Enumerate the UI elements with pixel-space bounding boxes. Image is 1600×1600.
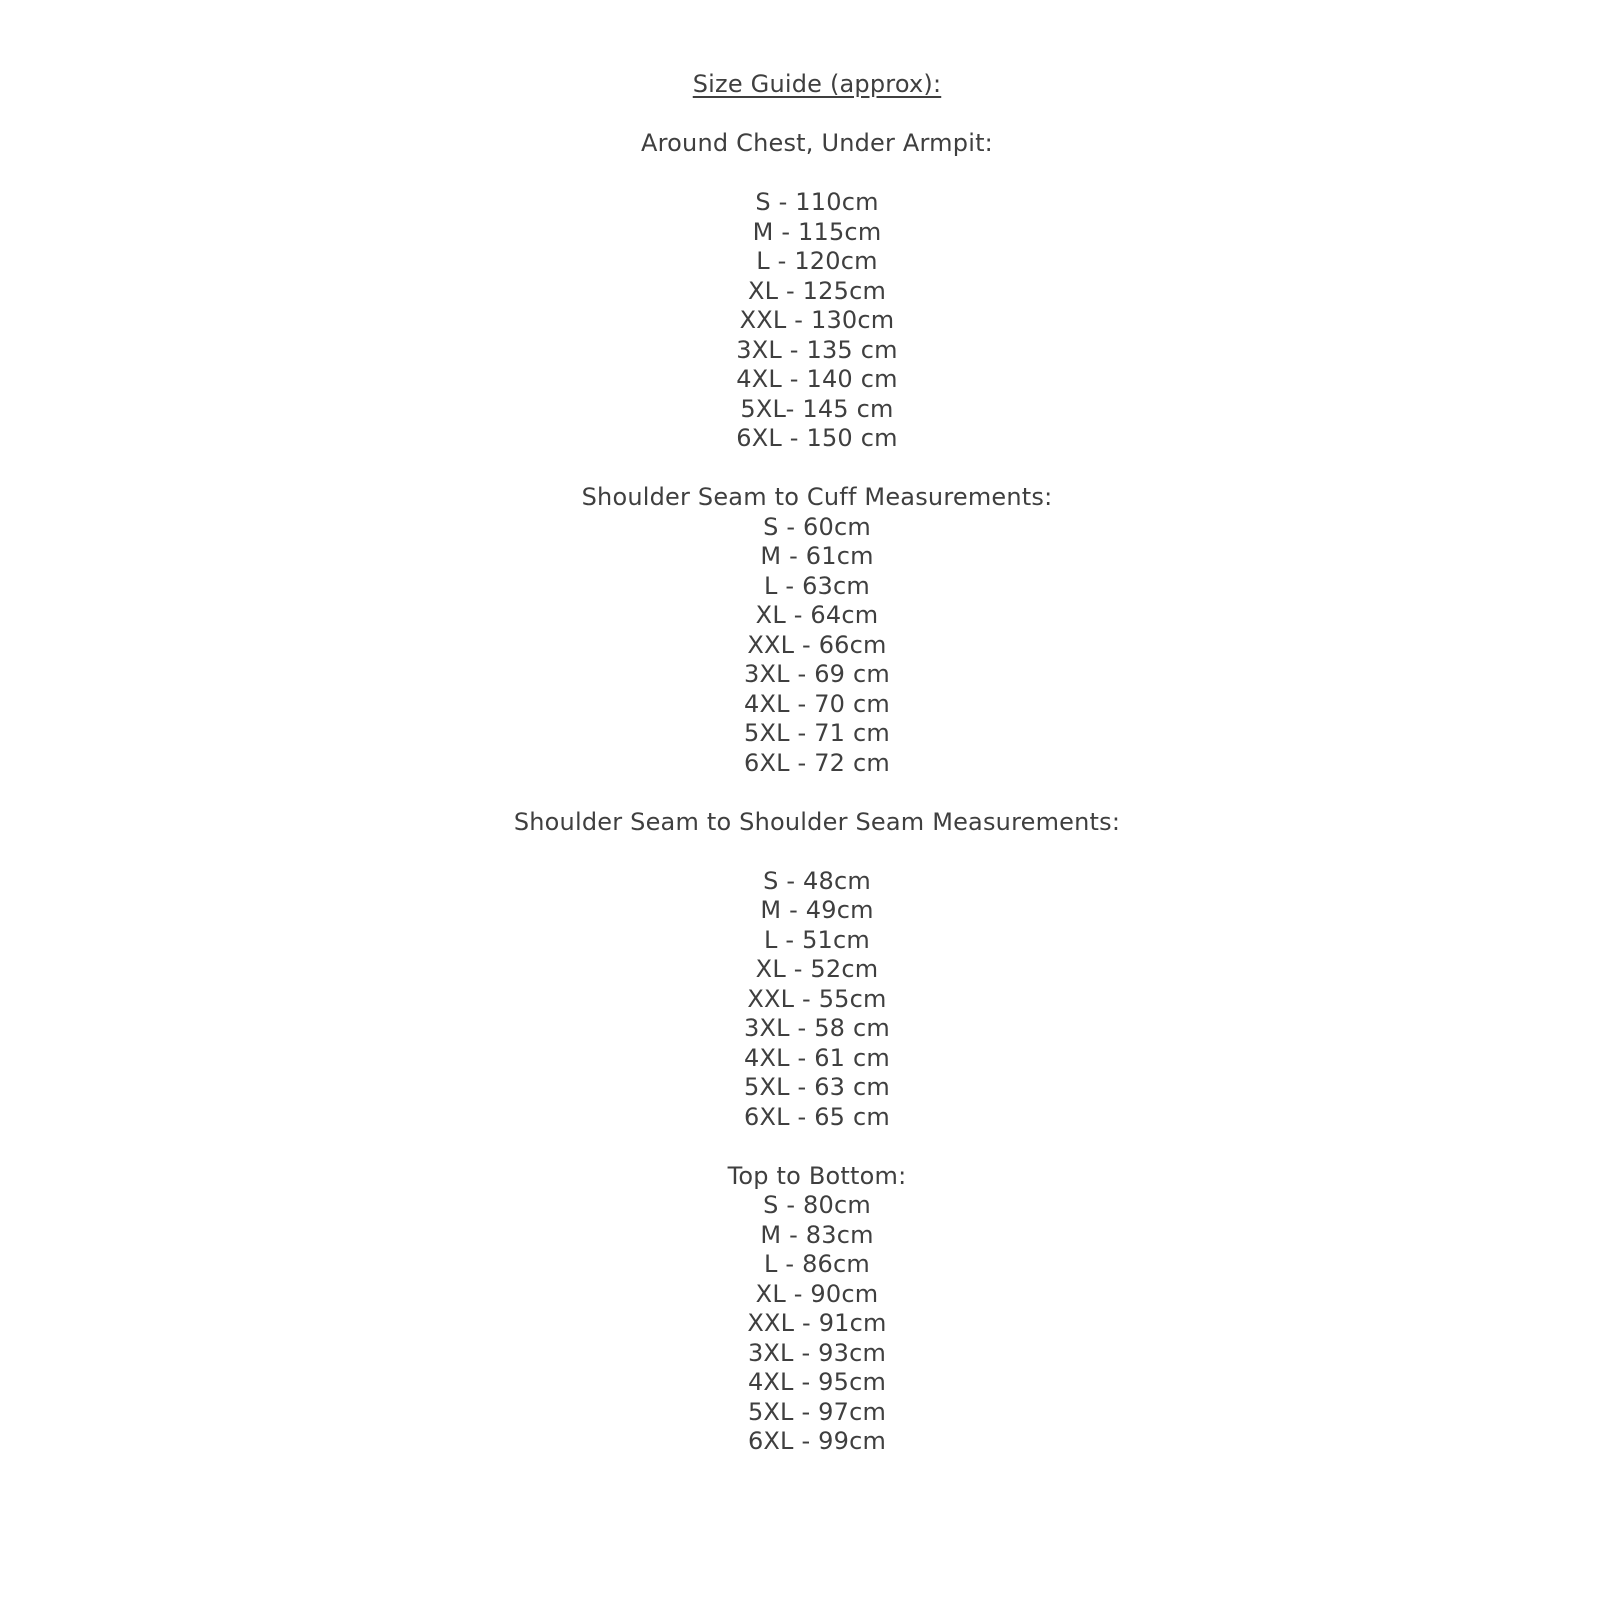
size-row: XXL - 130cm: [739, 306, 895, 334]
size-row: 3XL - 58 cm: [744, 1014, 890, 1042]
section-heading: Shoulder Seam to Shoulder Seam Measurements:: [513, 807, 1121, 836]
size-row: 3XL - 93cm: [747, 1338, 887, 1367]
size-row: 4XL - 140 cm: [736, 365, 898, 393]
section-shoulder-to-cuff: [34, 483, 1600, 778]
size-row: 4XL - 61 cm: [744, 1043, 890, 1072]
size-row: XXL - 66cm: [747, 630, 887, 659]
size-row: XL - 52cm: [755, 955, 879, 983]
size-row: S - 110cm: [755, 188, 879, 216]
size-row: M - 83cm: [760, 1220, 874, 1249]
section-heading: Around Chest, Under Armpit:: [641, 129, 993, 157]
size-row: M - 61cm: [760, 542, 874, 570]
section-shoulder-to-shoulder: [34, 808, 1600, 1133]
size-row: XL - 125cm: [747, 276, 887, 305]
size-row: XXL - 91cm: [747, 1309, 887, 1337]
page-title: Size Guide (approx):: [692, 70, 942, 98]
size-row: XL - 64cm: [755, 601, 879, 629]
size-row: 5XL- 145 cm: [740, 394, 894, 423]
size-row: M - 115cm: [752, 217, 882, 246]
size-row: 5XL - 71 cm: [744, 719, 890, 747]
size-row: L - 51cm: [763, 925, 870, 954]
section-around-chest: [34, 129, 1600, 454]
size-row: 6XL - 72 cm: [744, 748, 890, 777]
section-heading: Top to Bottom:: [727, 1161, 907, 1190]
size-row: 3XL - 69 cm: [744, 660, 890, 688]
section-heading: Shoulder Seam to Cuff Measurements:: [581, 483, 1053, 511]
size-row: L - 86cm: [763, 1250, 870, 1278]
size-row: XXL - 55cm: [747, 984, 887, 1013]
size-row: S - 80cm: [763, 1191, 871, 1219]
size-row: 6XL - 65 cm: [744, 1102, 890, 1131]
size-row: S - 48cm: [763, 866, 871, 895]
size-row: 5XL - 63 cm: [744, 1073, 890, 1101]
size-row: 5XL - 97cm: [747, 1397, 887, 1426]
section-top-to-bottom: [34, 1162, 1600, 1457]
size-row: 4XL - 95cm: [747, 1368, 887, 1396]
size-row: S - 60cm: [763, 512, 871, 541]
size-row: XL - 90cm: [755, 1279, 879, 1308]
size-row: 3XL - 135 cm: [736, 335, 898, 364]
size-row: L - 63cm: [763, 571, 870, 600]
size-row: 4XL - 70 cm: [744, 689, 890, 718]
size-row: M - 49cm: [760, 896, 874, 924]
size-row: 6XL - 150 cm: [736, 424, 898, 452]
size-row: L - 120cm: [756, 247, 878, 275]
size-row: 6XL - 99cm: [747, 1427, 887, 1455]
